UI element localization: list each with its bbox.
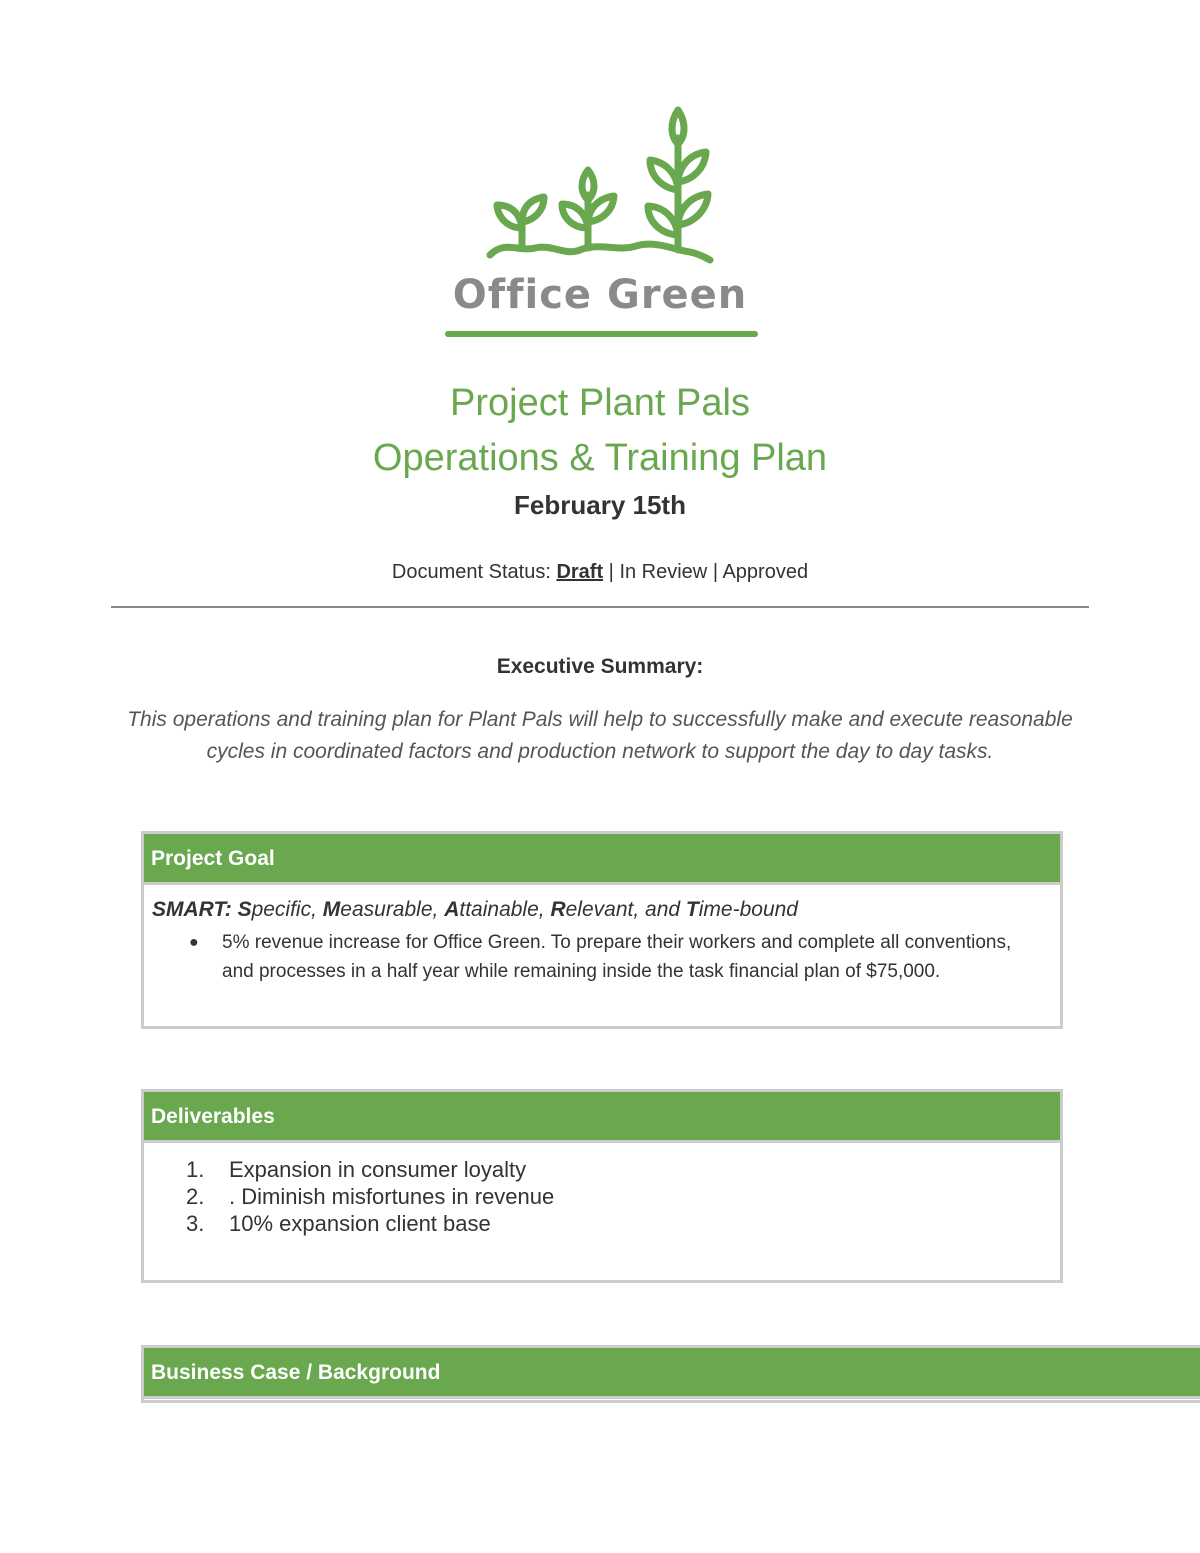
status-label: Document Status: (391, 561, 551, 583)
list-item (144, 1210, 1060, 1237)
executive-summary-heading: Executive Summary: (496, 655, 704, 678)
document-subtitle: Operations & Training Plan (372, 437, 828, 479)
status-separator: | (712, 561, 719, 583)
smart-term: Attainable, (444, 898, 545, 921)
status-separator: | (608, 561, 614, 583)
list-number: 2. (186, 1184, 205, 1209)
deliverable-text: Expansion in consumer loyalty (229, 1157, 527, 1182)
smart-term: Relevant, (550, 898, 640, 921)
smart-term: Measurable, (322, 898, 439, 921)
bullet-icon: ● (189, 934, 199, 951)
list-item (144, 1156, 1060, 1183)
executive-summary-body: This operations and training plan for Plant Pals will help to successfully make and execute reasonable cycles in coordinated factors and production network to support the day to day tasks. (127, 708, 1073, 763)
document-status (0, 561, 1200, 584)
project-goal-heading: Project Goal (144, 834, 1060, 885)
list-item (144, 1183, 1060, 1210)
project-goal-section (141, 831, 1063, 1029)
smart-term: and Time-bound (645, 898, 798, 921)
deliverables-list (144, 1156, 1060, 1237)
deliverables-section (141, 1089, 1063, 1283)
smart-term: Specific, (237, 898, 317, 921)
list-item (189, 928, 1040, 986)
business-case-section (141, 1345, 1200, 1403)
deliverables-heading: Deliverables (144, 1092, 1060, 1143)
goal-text: 5% revenue increase for Office Green. To prepare their workers and complete all conventions, and processes in a half year while remaining inside the task financial plan of $75,000. (222, 932, 1012, 982)
status-option-in-review[interactable]: In Review (619, 561, 708, 583)
brand-underline (445, 331, 758, 337)
brand-logo (440, 100, 760, 345)
deliverable-text: 10% expansion client base (229, 1211, 491, 1236)
list-number: 3. (186, 1211, 205, 1236)
horizontal-divider (111, 606, 1089, 608)
smart-label: SMART: (152, 898, 232, 921)
list-number: 1. (186, 1157, 205, 1182)
business-case-heading: Business Case / Background (144, 1348, 1200, 1399)
document-title: Project Plant Pals (450, 382, 750, 424)
brand-name: Office Green (452, 272, 748, 318)
smart-definition (144, 885, 1060, 923)
status-option-draft[interactable]: Draft (556, 561, 604, 583)
document-date: February 15th (514, 490, 686, 520)
sprouts-icon (440, 100, 760, 270)
deliverable-text: . Diminish misfortunes in revenue (229, 1184, 555, 1209)
status-option-approved[interactable]: Approved (722, 561, 809, 583)
